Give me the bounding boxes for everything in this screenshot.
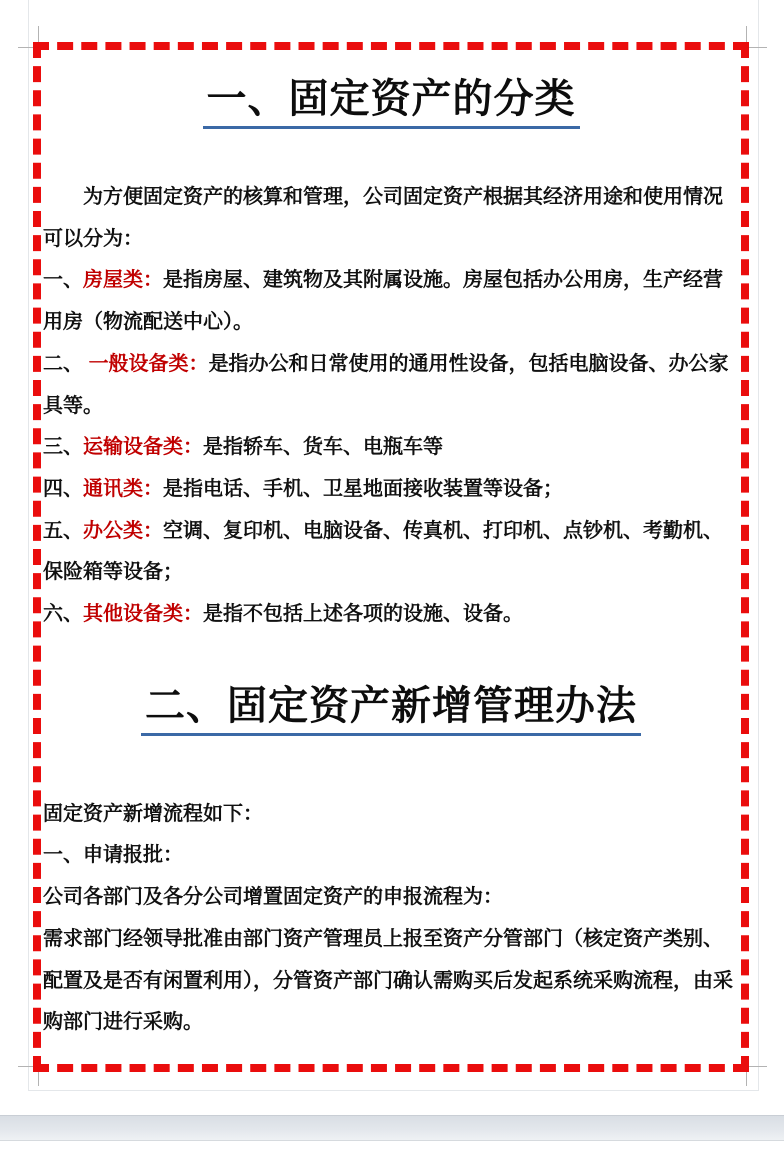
section1-heading (43, 75, 739, 129)
item-category: 一般设备类： (88, 352, 209, 375)
category-item (43, 260, 739, 343)
document-content (41, 50, 741, 1064)
red-dashed-frame (33, 42, 749, 1072)
horizontal-scrollbar-track[interactable] (0, 1115, 784, 1141)
category-item (43, 469, 739, 511)
category-item (43, 427, 739, 469)
paragraph: 一、申请报批： (43, 844, 183, 867)
intro-paragraph: 为方便固定资产的核算和管理，公司固定资产根据其经济用途和使用情况可以分为： (43, 186, 723, 250)
item-number: 六、 (43, 603, 83, 626)
category-item (43, 511, 739, 594)
item-description: 是指电话、手机、卫星地面接收装置等设备； (163, 477, 563, 500)
section2-body (43, 794, 739, 1044)
section2-heading-text: 二、固定资产新增管理办法 (141, 682, 641, 736)
item-number: 二、 (43, 352, 89, 375)
paragraph: 固定资产新增流程如下： (43, 802, 263, 825)
item-number: 四、 (43, 477, 83, 500)
item-category: 通讯类： (83, 477, 163, 500)
item-number: 三、 (43, 436, 83, 459)
item-number: 五、 (43, 519, 83, 542)
item-category: 其他设备类： (83, 603, 203, 626)
item-category: 房屋类： (83, 269, 163, 292)
item-category: 办公类： (83, 519, 163, 542)
section2-heading (43, 682, 739, 736)
item-description: 是指办公和日常使用的通用性设备，包括电脑设备、办公家具等。 (43, 352, 729, 417)
item-description: 是指轿车、货车、电瓶车等 (203, 436, 443, 459)
item-number: 一、 (43, 269, 83, 292)
item-description: 空调、复印机、电脑设备、传真机、打印机、点钞机、考勤机、保险箱等设备； (43, 519, 723, 584)
category-item (43, 344, 739, 427)
item-description: 是指房屋、建筑物及其附属设施。房屋包括办公用房，生产经营用房（物流配送中心）。 (43, 269, 723, 334)
section1-heading-text: 一、固定资产的分类 (203, 75, 580, 129)
category-item (43, 594, 739, 636)
section1-body (43, 177, 739, 636)
item-description: 是指不包括上述各项的设施、设备。 (203, 603, 523, 626)
paragraph: 需求部门经领导批准由部门资产管理员上报至资产分管部门（核定资产类别、配置及是否有闲置利用），分管资产部门确认需购买后发起系统采购流程，由采购部门进行采购。 (43, 927, 733, 1034)
paragraph: 公司各部门及各分公司增置固定资产的申报流程为： (43, 886, 503, 909)
item-category: 运输设备类： (83, 436, 203, 459)
